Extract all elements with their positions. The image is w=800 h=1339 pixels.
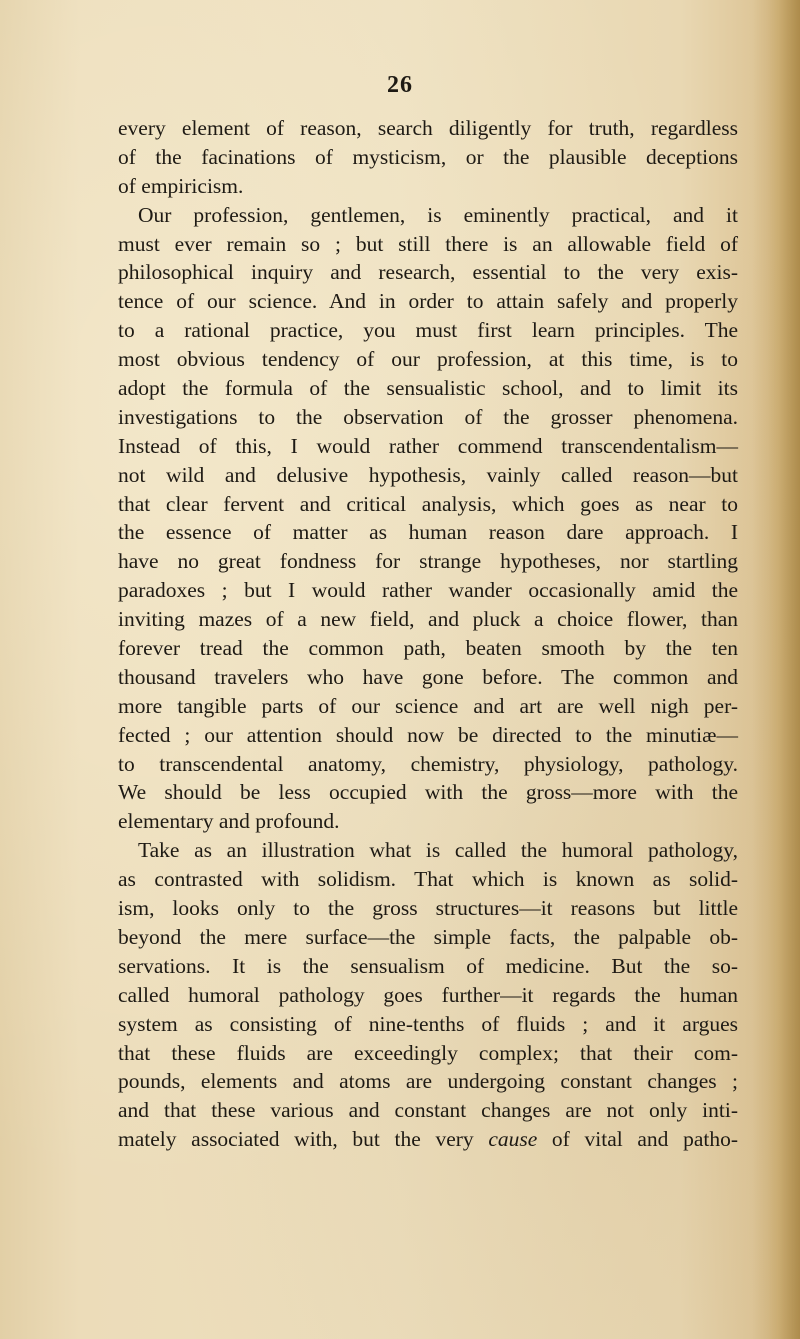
- text-line-final: [118, 1125, 738, 1154]
- text-line: adopt the formula of the sensualistic school, and to limit its: [118, 376, 738, 401]
- text-line: tence of our science. And in order to attain safely and properly: [118, 289, 738, 314]
- text-line: philosophical inquiry and research, essential to the very exis-: [118, 260, 738, 285]
- text-line: pounds, elements and atoms are undergoing constant changes ;: [118, 1069, 738, 1094]
- text-line: inviting mazes of a new field, and pluck a choice flower, than: [118, 607, 738, 632]
- text-line: Instead of this, I would rather commend transcendentalism—: [118, 433, 738, 458]
- text-segment: mately associated with, but the very: [118, 1127, 474, 1152]
- text-line: most obvious tendency of our profession, at this time, is to: [118, 347, 738, 372]
- text-line: servations. It is the sensualism of medicine. But the so-: [118, 953, 738, 978]
- text-line: every element of reason, search diligently for truth, regardless: [118, 116, 738, 140]
- text-line: beyond the mere surface—the simple facts, the palpable ob-: [118, 924, 738, 949]
- page-edge-stain: [752, 0, 800, 1339]
- text-line: that clear fervent and critical analysis, which goes as near to: [118, 491, 738, 516]
- text-line: to a rational practice, you must first learn principles. The: [118, 318, 738, 343]
- text-line: We should be less occupied with the gross—more with the: [118, 780, 738, 805]
- text-line: investigations to the observation of the grosser phenomena.: [118, 404, 738, 429]
- text-line: fected ; our attention should now be directed to the minutiæ—: [118, 722, 738, 747]
- text-line: to transcendental anatomy, chemistry, physiology, pathology.: [118, 751, 738, 776]
- text-line: ism, looks only to the gross structures—it reasons but little: [118, 896, 738, 921]
- text-line: Take as an illustration what is called the humoral pathology,: [138, 838, 738, 863]
- text-line: of the facinations of mysticism, or the plausible deceptions: [118, 144, 738, 169]
- text-line: that these fluids are exceedingly complex; that their com-: [118, 1040, 738, 1065]
- text-line: Our profession, gentlemen, is eminently practical, and it: [138, 202, 738, 227]
- text-line: must ever remain so ; but still there is an allowable field of: [118, 231, 738, 256]
- body-text: [118, 114, 738, 1154]
- text-line: of empiricism.: [118, 173, 244, 198]
- text-line: elementary and profound.: [118, 809, 340, 834]
- text-line: have no great fondness for strange hypotheses, nor startling: [118, 549, 738, 574]
- text-line: more tangible parts of our science and art are well nigh per-: [118, 693, 738, 718]
- text-line: as contrasted with solidism. That which is known as solid-: [118, 867, 738, 892]
- text-line: and that these various and constant changes are not only inti-: [118, 1098, 738, 1123]
- text-line: not wild and delusive hypothesis, vainly called reason—but: [118, 462, 738, 487]
- text-segment: of vital and patho-: [537, 1127, 738, 1152]
- text-line: paradoxes ; but I would rather wander occasionally amid the: [118, 578, 738, 603]
- page-number: 26: [387, 72, 413, 98]
- text-line: thousand travelers who have gone before. The common and: [118, 664, 738, 689]
- text-line: system as consisting of nine-tenths of fluids ; and it argues: [118, 1011, 738, 1036]
- italic-word: cause: [488, 1127, 538, 1152]
- text-line: forever tread the common path, beaten smooth by the ten: [118, 636, 738, 661]
- text-line: the essence of matter as human reason dare approach. I: [118, 520, 738, 545]
- text-line: called humoral pathology goes further—it regards the human: [118, 982, 738, 1007]
